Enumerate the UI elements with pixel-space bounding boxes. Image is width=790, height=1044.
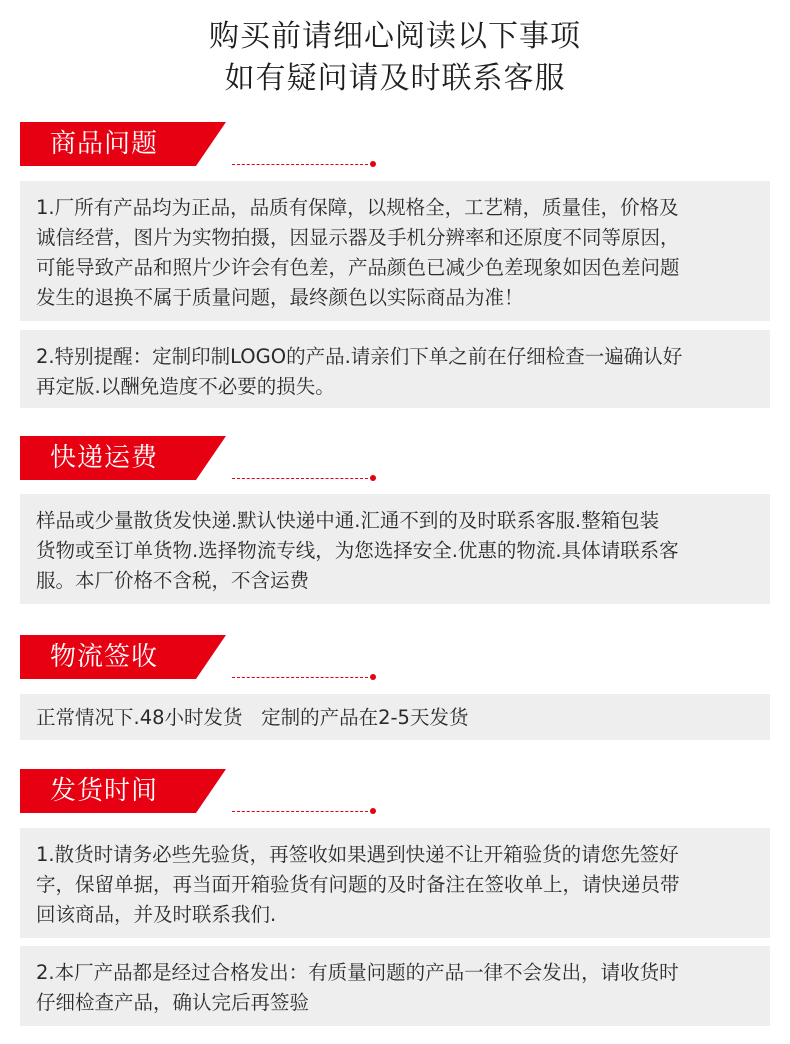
section-dotted-line [232,677,368,678]
section-header-shipping-fees [20,436,380,484]
section-title-shipping-fees: 快递运费 [20,436,196,480]
page-title-line-2: 如有疑问请及时联系客服 [224,61,566,96]
text-line: 货物或至订单货物.选择物流专线，为您选择安全.优惠的物流.具体请联系客 [36,539,679,562]
section-tag-slant [196,769,226,813]
product-issues-paragraph-1 [20,181,770,321]
delivery-time-paragraph-2 [20,946,770,1026]
text-line: 正常情况下.48小时发货 定制的产品在2-5天发货 [36,706,469,729]
section-dotted-line [232,478,368,479]
page-title [0,16,790,100]
section-dot-icon [370,475,376,481]
text-line: 发生的退换不属于质量问题，最终颜色以实际商品为准！ [36,286,524,309]
text-line: 2.本厂产品都是经过合格发出：有质量问题的产品一律不会发出，请收货时 [36,961,679,984]
text-line: 服。本厂价格不含税，不含运费 [36,569,310,592]
delivery-time-paragraph-1 [20,828,770,938]
section-tag-slant [196,122,226,166]
text-line: 2.特别提醒：定制印制LOGO的产品.请亲们下单之前在仔细检查一遍确认好 [36,345,683,368]
text-line: 诚信经营，图片为实物拍摄，因显示器及手机分辨率和还原度不同等原因， [36,226,680,249]
section-dot-icon [370,674,376,680]
section-dotted-line [232,811,368,812]
text-line: 仔细检查产品，确认完后再签验 [36,991,310,1014]
section-header-logistics-receipt [20,635,380,683]
text-line: 可能导致产品和照片少许会有色差，产品颜色已减少色差现象如因色差问题 [36,256,680,279]
text-line: 字，保留单据，再当面开箱验货有问题的及时备注在签收单上，请快递员带 [36,873,680,896]
text-line: 1.散货时请务必些先验货，再签收如果遇到快递不让开箱验货的请您先签好 [36,843,679,866]
section-dotted-line [232,164,368,165]
product-issues-paragraph-2 [20,330,770,408]
section-tag-slant [196,436,226,480]
section-title-product-issues: 商品问题 [20,122,196,166]
section-dot-icon [370,161,376,167]
text-line: 再定版.以酬免造度不必要的损失。 [36,375,335,398]
section-header-product-issues [20,122,380,170]
section-header-delivery-time [20,769,380,817]
text-line: 回该商品，并及时联系我们. [36,903,277,926]
section-title-logistics-receipt: 物流签收 [20,635,196,679]
shipping-fees-paragraph [20,494,770,604]
text-line: 1.厂所有产品均为正品，品质有保障，以规格全，工艺精，质量佳，价格及 [36,196,679,219]
section-dot-icon [370,808,376,814]
logistics-receipt-paragraph [20,694,770,740]
page-title-line-1: 购买前请细心阅读以下事项 [209,19,581,54]
section-tag-slant [196,635,226,679]
section-title-delivery-time: 发货时间 [20,769,196,813]
text-line: 样品或少量散货发快递.默认快递中通.汇通不到的及时联系客服.整箱包装 [36,509,660,532]
